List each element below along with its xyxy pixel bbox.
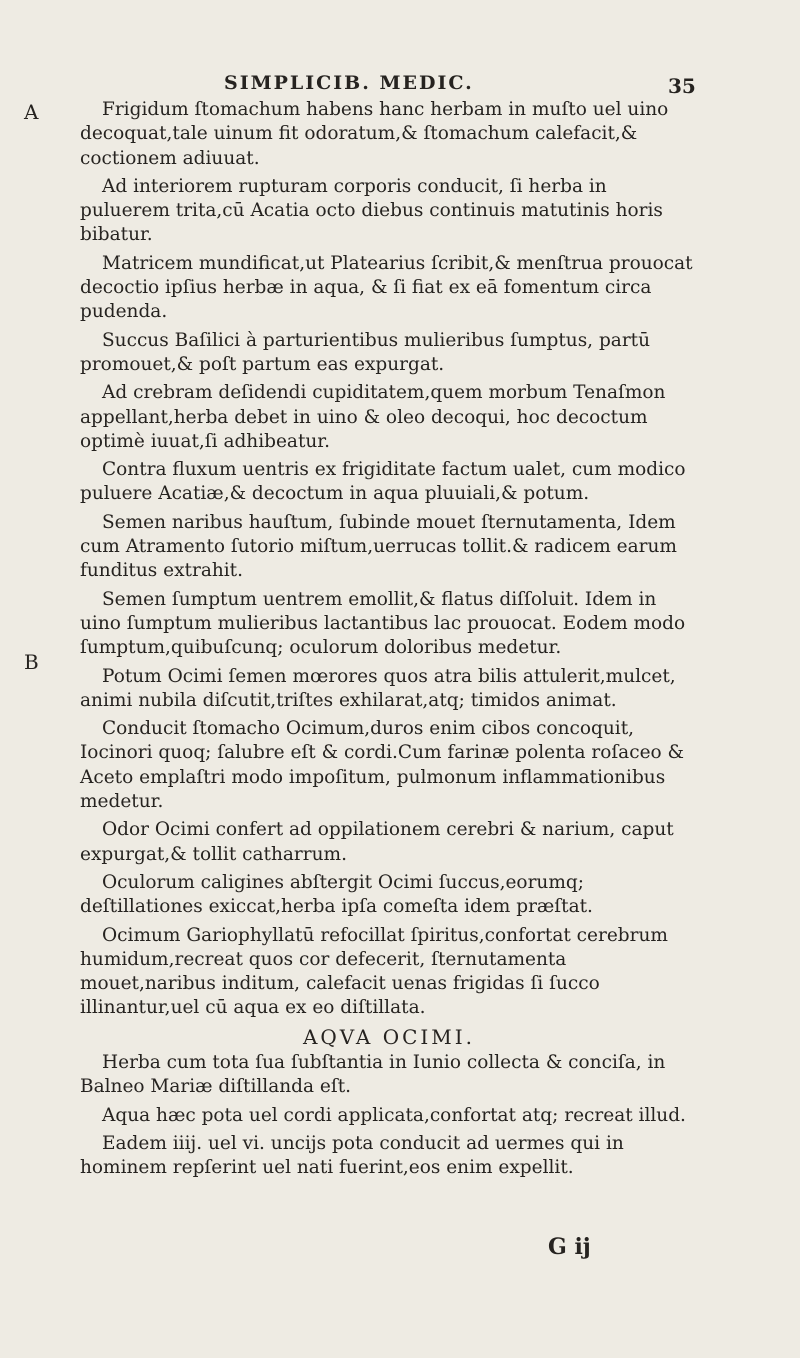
paragraph: Potum Ocimi ſemen mœrores quos atra bilis attulerit,mulcet, animi nubila diſcutit,triſtes exhilarat,atq; timidos animat. — [80, 665, 676, 711]
margin-letter-a: A — [24, 100, 39, 124]
paragraph: Conducit ſtomacho Ocimum,duros enim cibos concoquit, Iocinori quoq; ſalubre eſt & cordi.Cum farinæ polenta roſaceo & Aceto emplaſtri modo impoſitum, pulmonum inflammationibus medetur. — [80, 718, 685, 813]
paragraph: Matricem mundificat,ut Platearius ſcribit,& menſtrua prouocat decoctio ipſius herbæ in aqua, & ſi fiat ex eā fomentum circa pudenda. — [80, 252, 693, 323]
paragraph: Contra fluxum uentris ex frigiditate factum ualet, cum modico puluere Acatiæ,& decoctum in aqua pluuiali,& potum. — [80, 459, 686, 505]
section-paragraph: Eadem iiij. uel vi. uncijs pota conducit ad uermes qui in hominem repſerint uel nati fuerint,eos enim expellit. — [80, 1132, 624, 1179]
paragraph: Semen naribus hauſtum, ſubinde mouet ſternutamenta, Idem cum Atramento ſutorio miſtum,uerrucas tollit.& radicem earum funditus extrahit. — [80, 511, 677, 582]
paragraph: Ad interiorem rupturam corporis conducit, ſi herba in puluerem trita,cū Acatia octo diebus continuis matutinis horis bibatur. — [80, 175, 663, 246]
page-number: 35 — [668, 74, 696, 98]
paragraph: Semen ſumptum uentrem emollit,& flatus diſſoluit. Idem in uino ſumptum mulieribus lactantibus lac prouocat. Eodem modo ſumptum,quibuſcunq; oculorum doloribus medetur. — [80, 588, 686, 659]
paragraph: Frigidum ſtomachum habens hanc herbam in muſto uel uino decoquat,tale uinum fit odoratum,& ſtomachum calefacit,& coctionem adiuuat. — [80, 99, 669, 169]
running-head: SIMPLICIB. MEDIC. — [224, 72, 474, 94]
paragraph: Ad crebram deſidendi cupiditatem,quem morbum Tenaſmon appellant,herba debet in uino & oleo decoqui, hoc decoctum optimè iuuat,ſi adhibeatur. — [80, 382, 666, 452]
paragraph: Ocimum Gariophyllatū refocillat ſpiritus,confortat cerebrum humidum,recreat quos cor defecerit, ſternutamenta mouet,naribus inditum, calefacit uenas frigidas ſi ſucco illinantur,uel cū aqua ex eo diſtillata. — [80, 924, 668, 1019]
margin-letter-b: B — [24, 650, 39, 674]
paragraph: Odor Ocimi confert ad oppilationem cerebri & narium, caput expurgat,& tollit catharrum. — [80, 819, 674, 865]
signature-mark: G ij — [548, 1234, 591, 1260]
paragraph: Oculorum caligines abſtergit Ocimi ſuccus,eorumq; deſtillationes exiccat,herba ipſa comeſta idem præſtat. — [80, 871, 593, 918]
section-heading: AQVA OCIMI. — [302, 1024, 476, 1049]
paragraph: Succus Baſilici à parturientibus mulieribus ſumptus, partū promouet,& poſt partum eas expurgat. — [80, 329, 651, 375]
section-paragraph: Aqua hæc pota uel cordi applicata,confortat atq; recreat illud. — [102, 1104, 686, 1126]
body-text — [80, 98, 698, 1184]
section-paragraph: Herba cum tota ſua ſubſtantia in Iunio collecta & conciſa, in Balneo Mariæ diſtillanda eſt. — [80, 1051, 666, 1098]
